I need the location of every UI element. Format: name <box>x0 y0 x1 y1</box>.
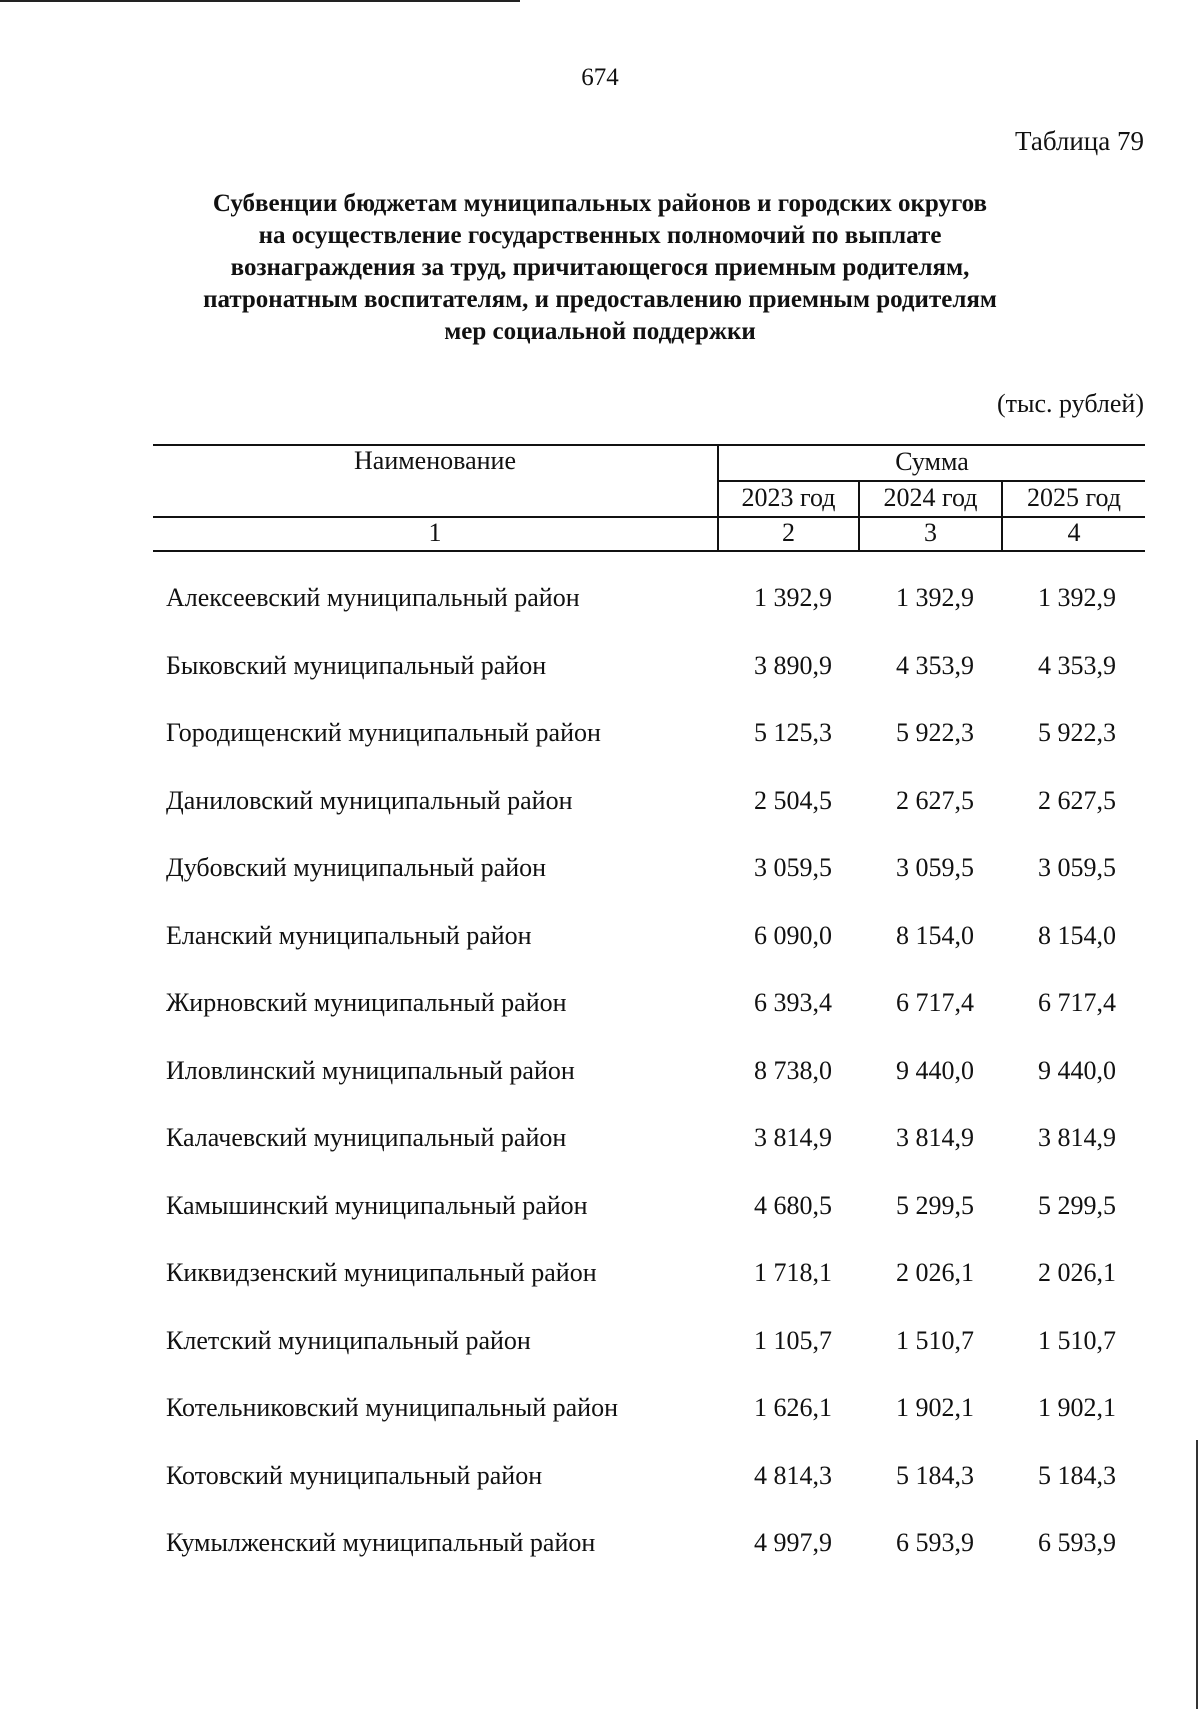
row-value-2025: 3 814,9 <box>1038 1123 1116 1152</box>
row-value-2024: 6 593,9 <box>896 1528 974 1557</box>
row-value-2023: 8 738,0 <box>754 1055 832 1085</box>
row-value-2023: 1 392,9 <box>754 583 832 612</box>
row-value-2023: 4 997,9 <box>754 1528 832 1557</box>
row-value-2023: 1 626,1 <box>754 1393 832 1422</box>
row-value-2024: 5 922,3 <box>896 718 974 747</box>
row-value-2023: 6 393,4 <box>754 988 832 1017</box>
row-value-2025: 6 593,9 <box>1038 1528 1116 1557</box>
row-value-2025: 1 510,7 <box>1038 1325 1116 1355</box>
row-value-2025: 5 922,3 <box>1038 718 1116 747</box>
row-value-2024: 5 299,5 <box>896 1190 974 1220</box>
table-row <box>0 768 1200 836</box>
title-line: на осуществление государственных полномочий по выплате <box>258 222 942 249</box>
row-name: Иловлинский муниципальный район <box>166 1055 575 1085</box>
row-value-2024: 6 717,4 <box>896 988 974 1017</box>
scan-edge-top <box>0 0 520 2</box>
header-rule-bottom <box>153 550 1145 552</box>
table-row <box>0 700 1200 768</box>
row-name: Клетский муниципальный район <box>166 1325 531 1355</box>
row-value-2023: 1 105,7 <box>754 1325 832 1355</box>
table-row <box>0 1510 1200 1578</box>
row-name: Городищенский муниципальный район <box>166 718 601 747</box>
table-row <box>0 1105 1200 1173</box>
header-name: Наименование <box>354 446 516 475</box>
row-value-2025: 1 392,9 <box>1038 583 1116 612</box>
row-name: Калачевский муниципальный район <box>166 1123 567 1152</box>
row-name: Жирновский муниципальный район <box>166 988 567 1017</box>
table-row <box>0 903 1200 971</box>
row-value-2024: 2 026,1 <box>896 1258 974 1287</box>
table-row <box>0 1375 1200 1443</box>
row-name: Киквидзенский муниципальный район <box>166 1258 597 1287</box>
title-line: мер социальной поддержки <box>444 318 756 345</box>
row-value-2024: 8 154,0 <box>896 920 974 950</box>
row-value-2023: 3 814,9 <box>754 1123 832 1152</box>
table-header <box>153 444 1145 552</box>
header-col-number-4: 4 <box>1067 518 1081 547</box>
row-value-2023: 4 814,3 <box>754 1460 832 1490</box>
row-value-2025: 8 154,0 <box>1038 920 1116 950</box>
row-value-2024: 1 510,7 <box>896 1325 974 1355</box>
row-value-2024: 1 392,9 <box>896 583 974 612</box>
row-value-2025: 6 717,4 <box>1038 988 1116 1017</box>
units-label: (тыс. рублей) <box>996 389 1144 418</box>
row-name: Котовский муниципальный район <box>166 1460 543 1490</box>
header-sum: Сумма <box>895 447 969 476</box>
header-col-number-3: 3 <box>924 518 937 547</box>
document-title <box>100 188 1100 348</box>
table-row <box>0 1308 1200 1376</box>
row-value-2024: 5 184,3 <box>896 1460 974 1490</box>
header-rule-sum <box>718 480 1145 482</box>
table-row <box>0 1173 1200 1241</box>
table-row <box>0 970 1200 1038</box>
row-value-2025: 5 299,5 <box>1038 1190 1116 1220</box>
row-name: Еланский муниципальный район <box>166 920 532 950</box>
row-name: Даниловский муниципальный район <box>166 785 573 815</box>
table-body <box>0 565 1200 1578</box>
table-row <box>0 565 1200 633</box>
row-value-2024: 9 440,0 <box>896 1055 974 1085</box>
row-name: Кумылженский муниципальный район <box>166 1528 596 1557</box>
table-row <box>0 835 1200 903</box>
row-value-2024: 3 059,5 <box>896 853 974 882</box>
row-name: Камышинский муниципальный район <box>166 1190 588 1220</box>
row-value-2025: 9 440,0 <box>1038 1055 1116 1085</box>
table-row <box>0 1443 1200 1511</box>
row-name: Быковский муниципальный район <box>166 650 547 680</box>
header-col-number-2: 2 <box>782 518 795 547</box>
row-value-2024: 2 627,5 <box>896 785 974 815</box>
row-value-2023: 1 718,1 <box>754 1258 832 1287</box>
row-value-2023: 6 090,0 <box>754 920 832 950</box>
row-name: Алексеевский муниципальный район <box>166 583 580 612</box>
row-value-2023: 2 504,5 <box>754 785 832 815</box>
row-value-2023: 4 680,5 <box>754 1190 832 1220</box>
row-value-2025: 2 026,1 <box>1038 1258 1116 1287</box>
row-value-2023: 3 059,5 <box>754 853 832 882</box>
header-year-2025: 2025 год <box>1027 483 1121 512</box>
header-year-2023: 2023 год <box>741 483 836 512</box>
row-name: Котельниковский муниципальный район <box>166 1393 618 1422</box>
row-value-2023: 5 125,3 <box>754 718 832 747</box>
row-value-2025: 1 902,1 <box>1038 1393 1116 1422</box>
title-line: Субвенции бюджетам муниципальных районов и городских округов <box>212 190 988 217</box>
title-line: патронатным воспитателям, и предоставлению приемным родителям <box>203 286 997 313</box>
row-value-2025: 3 059,5 <box>1038 853 1116 882</box>
row-value-2024: 4 353,9 <box>896 650 974 680</box>
row-value-2024: 1 902,1 <box>896 1393 974 1422</box>
table-row <box>0 633 1200 701</box>
row-value-2025: 5 184,3 <box>1038 1460 1116 1490</box>
row-value-2023: 3 890,9 <box>754 650 832 680</box>
row-value-2024: 3 814,9 <box>896 1123 974 1152</box>
row-value-2025: 2 627,5 <box>1038 785 1116 815</box>
table-label: Таблица 79 <box>1015 126 1144 156</box>
page-number: 674 <box>581 64 619 91</box>
row-value-2025: 4 353,9 <box>1038 650 1116 680</box>
title-line: вознаграждения за труд, причитающегося приемным родителям, <box>230 254 970 281</box>
row-name: Дубовский муниципальный район <box>166 853 547 882</box>
header-year-2024: 2024 год <box>883 483 978 512</box>
table-row <box>0 1240 1200 1308</box>
table-row <box>0 1038 1200 1106</box>
header-col-number-1: 1 <box>428 518 442 547</box>
